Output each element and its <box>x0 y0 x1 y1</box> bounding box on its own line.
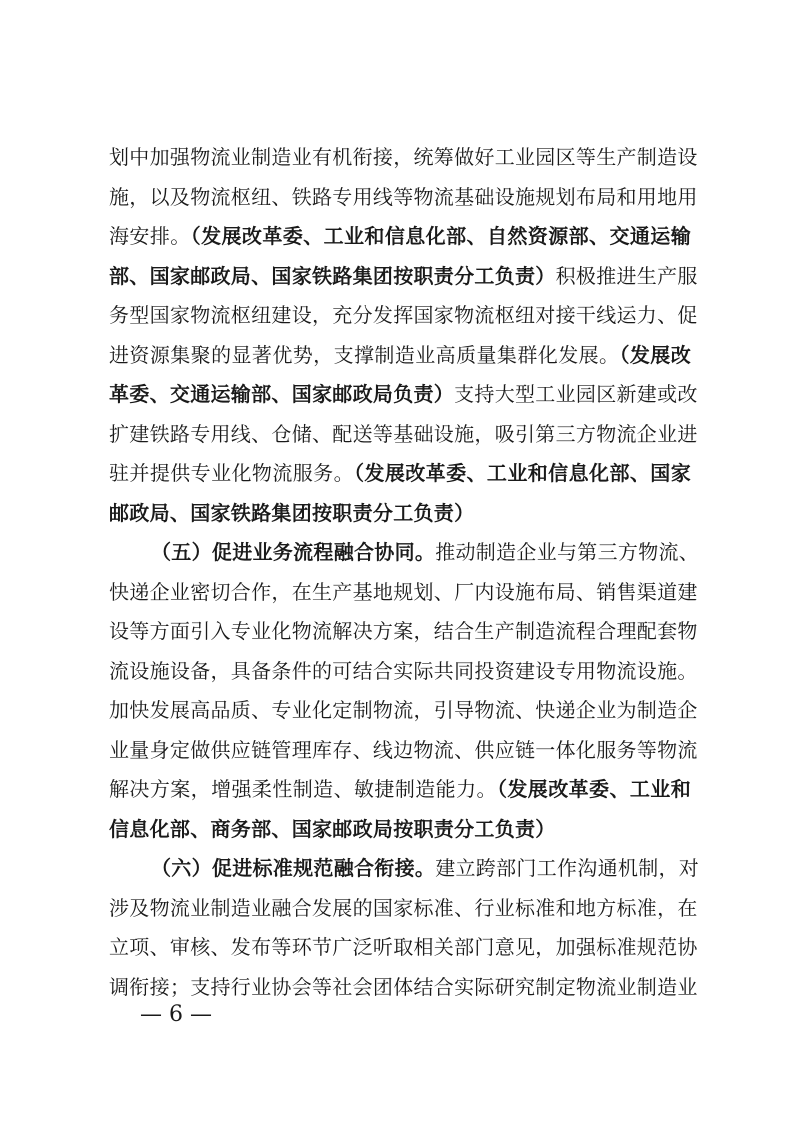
bold-text-segment: （发展改 <box>619 342 692 367</box>
text-segment: 设等方面引入专业化物流解决方案，结合生产制造流程合理配套物 <box>109 619 698 643</box>
page-number: — 6 — <box>140 1002 212 1027</box>
bold-text-segment: 部、国家邮政局、国家铁路集团按职责分工负责） <box>109 263 556 288</box>
text-segment: 业量身定做供应链管理库存、线边物流、供应链一体化服务等物流 <box>109 737 698 762</box>
document-body <box>109 138 700 1007</box>
text-segment: 进资源集聚的显著优势，支撑制造业高质量集群化发展。 <box>109 342 620 367</box>
text-segment: 加快发展高品质、专业化定制物流，引导物流、快递企业为制造企 <box>109 698 698 722</box>
text-line <box>109 731 698 771</box>
text-segment: 推动制造企业与第三方物流、 <box>435 540 700 564</box>
text-line <box>109 770 691 810</box>
text-segment: 调衔接；支持行业协会等社会团体结合实际研究制定物流业制造业 <box>109 974 698 999</box>
text-segment: 务型国家物流枢纽建设，充分发挥国家物流枢纽对接干线运力、促 <box>109 303 698 327</box>
bold-text-segment: （发展改革委、工业和信息化部、自然资源部、交通运输 <box>190 224 691 248</box>
text-line <box>109 336 691 376</box>
text-line <box>109 375 698 415</box>
text-segment: 海安排。 <box>109 224 191 248</box>
text-line <box>109 415 698 455</box>
text-line <box>109 810 691 850</box>
text-line <box>109 533 700 573</box>
text-segment: 施，以及物流枢纽、铁路专用线等物流基础设施规划布局和用地用 <box>109 184 698 209</box>
text-segment: 建立跨部门工作沟通机制，对 <box>435 856 700 880</box>
text-line <box>109 257 698 297</box>
bold-text-segment: 信息化部、商务部、国家邮政局按职责分工负责） <box>109 816 556 841</box>
bold-text-segment: 革委、交通运输部、国家邮政局负责） <box>109 382 455 406</box>
text-line <box>109 217 691 257</box>
text-segment: 流设施设备，具备条件的可结合实际共同投资建设专用物流设施。 <box>109 658 698 683</box>
text-segment: 积极推进生产服 <box>555 263 698 288</box>
text-segment: 快递企业密切合作，在生产基地规划、厂内设施布局、销售渠道建 <box>109 579 698 604</box>
bold-text-segment: （发展改革委、工业和信息化部、国家 <box>354 461 691 485</box>
text-line <box>109 889 698 929</box>
text-segment: 立项、审核、发布等环节广泛听取相关部门意见，加强标准规范协 <box>109 935 698 959</box>
text-line <box>109 454 691 494</box>
text-segment: 涉及物流业制造业融合发展的国家标准、行业标准和地方标准，在 <box>109 895 698 920</box>
text-line <box>109 494 691 534</box>
text-segment: 驻并提供专业化物流服务。 <box>109 461 355 485</box>
bold-text-segment: 邮政局、国家铁路集团按职责分工负责） <box>109 500 475 525</box>
text-segment: 解决方案，增强柔性制造、敏捷制造能力。 <box>109 777 497 801</box>
text-line <box>109 928 698 968</box>
text-segment: 支持大型工业园区新建或改 <box>454 382 698 406</box>
bold-text-segment: （六）促进标准规范融合衔接。 <box>151 856 436 880</box>
text-line <box>109 691 698 731</box>
text-line <box>109 178 698 218</box>
text-line <box>109 849 700 889</box>
text-line <box>109 296 698 336</box>
bold-text-segment: （发展改革委、工业和 <box>496 777 691 801</box>
text-line <box>109 652 698 692</box>
text-segment: 划中加强物流业制造业有机衔接，统筹做好工业园区等生产制造设 <box>109 145 698 169</box>
bold-text-segment: （五）促进业务流程融合协同。 <box>151 540 436 564</box>
text-line <box>109 138 698 178</box>
text-line <box>109 573 698 613</box>
text-segment: 扩建铁路专用线、仓储、配送等基础设施，吸引第三方物流企业进 <box>109 421 698 446</box>
text-line <box>109 612 698 652</box>
